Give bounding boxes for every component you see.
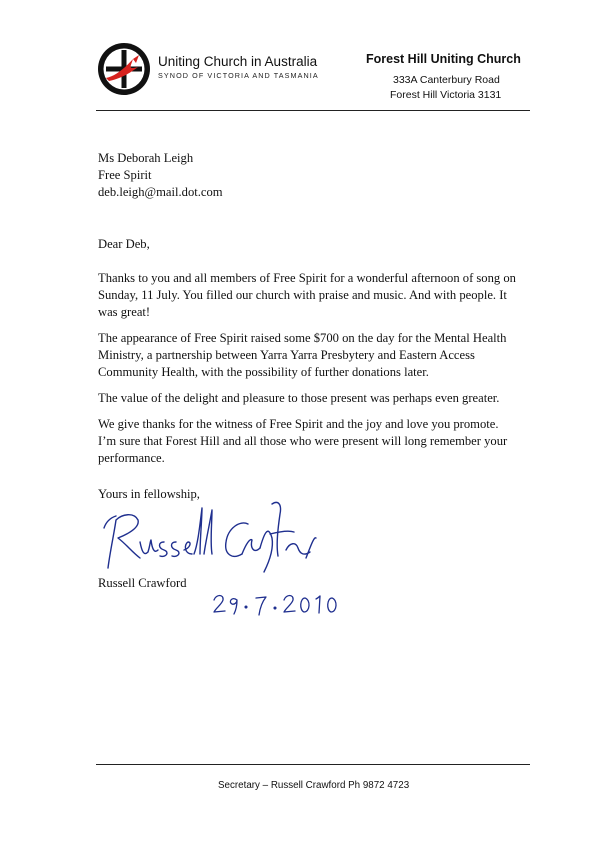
uniting-church-logo-icon bbox=[97, 42, 151, 96]
church-address-line2: Forest Hill Victoria 3131 bbox=[390, 89, 502, 101]
handwritten-signature bbox=[100, 494, 330, 578]
paragraph-line: performance. bbox=[98, 451, 165, 465]
paragraph-line: was great! bbox=[98, 305, 151, 319]
paragraph-line: I’m sure that Forest Hill and all those who were present will long remember your bbox=[98, 434, 508, 448]
header-divider bbox=[96, 110, 530, 111]
footer-divider bbox=[96, 764, 530, 765]
paragraph-line: The value of the delight and pleasure to those present was perhaps even greater. bbox=[98, 391, 500, 405]
salutation: Dear Deb, bbox=[98, 237, 150, 251]
paragraph-line: Thanks to you and all members of Free Spirit for a wonderful afternoon of song on bbox=[98, 271, 516, 285]
recipient-email: deb.leigh@mail.dot.com bbox=[98, 185, 223, 199]
paragraph-line: Ministry, a partnership between Yarra Yarra Presbytery and Eastern Access bbox=[98, 348, 475, 362]
paragraph-line: Sunday, 11 July. You filled our church with praise and music. And with people. It bbox=[98, 288, 507, 302]
org-synod: SYNOD OF VICTORIA AND TASMANIA bbox=[158, 71, 319, 80]
paragraph-line: The appearance of Free Spirit raised some $700 on the day for the Mental Health bbox=[98, 331, 507, 345]
recipient-organisation: Free Spirit bbox=[98, 168, 152, 182]
church-address-line1: 333A Canterbury Road bbox=[393, 74, 500, 86]
footer-contact: Secretary – Russell Crawford Ph 9872 4723 bbox=[218, 780, 410, 791]
paragraph-line: Community Health, with the possibility of further donations later. bbox=[98, 365, 429, 379]
church-name: Forest Hill Uniting Church bbox=[366, 52, 521, 66]
handwritten-date bbox=[212, 590, 342, 620]
recipient-name: Ms Deborah Leigh bbox=[98, 151, 194, 165]
org-name: Uniting Church in Australia bbox=[158, 54, 318, 69]
signer-name: Russell Crawford bbox=[98, 576, 187, 590]
closing: Yours in fellowship, bbox=[98, 487, 200, 501]
paragraph-line: We give thanks for the witness of Free Spirit and the joy and love you promote. bbox=[98, 417, 499, 431]
